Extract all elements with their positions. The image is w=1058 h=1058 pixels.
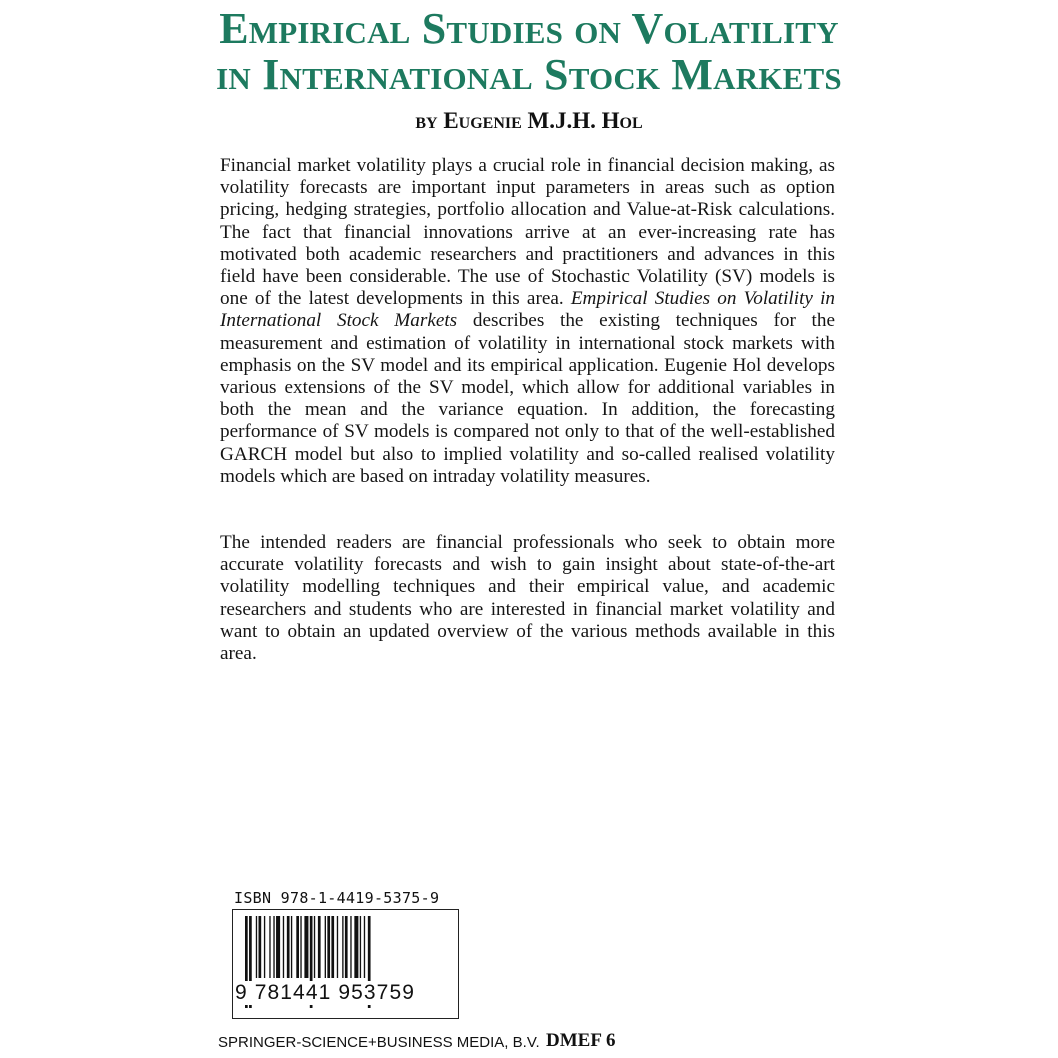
barcode-bar xyxy=(364,916,365,978)
barcode-bar xyxy=(354,916,358,978)
barcode-bar xyxy=(327,916,330,978)
barcode-bar xyxy=(342,916,343,978)
barcode-block xyxy=(232,889,472,1019)
publisher-name: SPRINGER-SCIENCE+BUSINESS MEDIA, B.V. xyxy=(218,1034,540,1051)
book-title-line-1: Empirical Studies on Volatility xyxy=(219,4,839,53)
description-paragraph-2: The intended readers are financial professionals who seek to obtain more accurate volatility forecasts and wish to gain insight about state-of-the-art volatility modelling techniques and their empirical value, and academic researchers and students who are interested in financial market volatility and want to obtain an updated overview of the various methods available in this area. xyxy=(220,532,835,665)
barcode-bar xyxy=(259,916,262,978)
barcode-bar xyxy=(264,916,265,978)
barcode-bar xyxy=(350,916,351,978)
barcode-bar xyxy=(345,916,348,978)
description-paragraph-1 xyxy=(220,155,835,488)
book-title-inline: Empirical Studies on Volatility in International Stock Markets xyxy=(220,288,836,332)
barcode-bar xyxy=(273,916,274,978)
barcode-bar xyxy=(276,916,280,978)
barcode-bar xyxy=(360,916,361,978)
ean-digits: 9 781441 953759 xyxy=(235,981,415,1004)
barcode-bar xyxy=(296,916,299,978)
barcode-bar xyxy=(300,916,301,978)
isbn-label: ISBN 978-1-4419-5375-9 xyxy=(234,889,440,907)
series-code: DMEF 6 xyxy=(546,1030,616,1051)
barcode-bar xyxy=(314,916,315,978)
barcode-bar xyxy=(304,916,308,978)
barcode-bar xyxy=(291,916,292,978)
description-text-1a: Financial market volatility plays a crucial role in financial decision making, as volatility forecasts are important input parameters in areas such as option pricing, hedging strategies, portfolio allocation and Value-at-Risk calculations. The fact that financial innovations arrive at an ever-increasing rate has motivated both academic researchers and practitioners and advances in this field have been considerable. The use of Stochastic Volatility (SV) models is one of the latest developments in this area. xyxy=(220,155,835,310)
barcode-bar xyxy=(269,916,270,978)
barcode-bar xyxy=(287,916,290,978)
barcode-bar xyxy=(337,916,338,978)
barcode xyxy=(232,909,459,1019)
book-title-line-2: in International Stock Markets xyxy=(216,50,842,99)
author-byline: by Eugenie M.J.H. Hol xyxy=(415,108,643,133)
barcode-bar xyxy=(283,916,284,978)
description-text-1b: describes the existing techniques for the measurement and estimation of volatility in international stock markets with emphasis on the SV model and its empirical application. Eugenie Hol develops various extensions of the SV model, which allow for additional variables in both the mean and the variance equation. In addition, the forecasting performance of SV models is compared not only to that of the well-established GARCH model but also to implied volatility and so-called realised volatility models which are based on intraday volatility measures. xyxy=(220,310,835,487)
barcode-bar xyxy=(318,916,321,978)
barcode-bar xyxy=(331,916,334,978)
barcode-bar xyxy=(256,916,257,978)
barcode-bar xyxy=(325,916,326,978)
